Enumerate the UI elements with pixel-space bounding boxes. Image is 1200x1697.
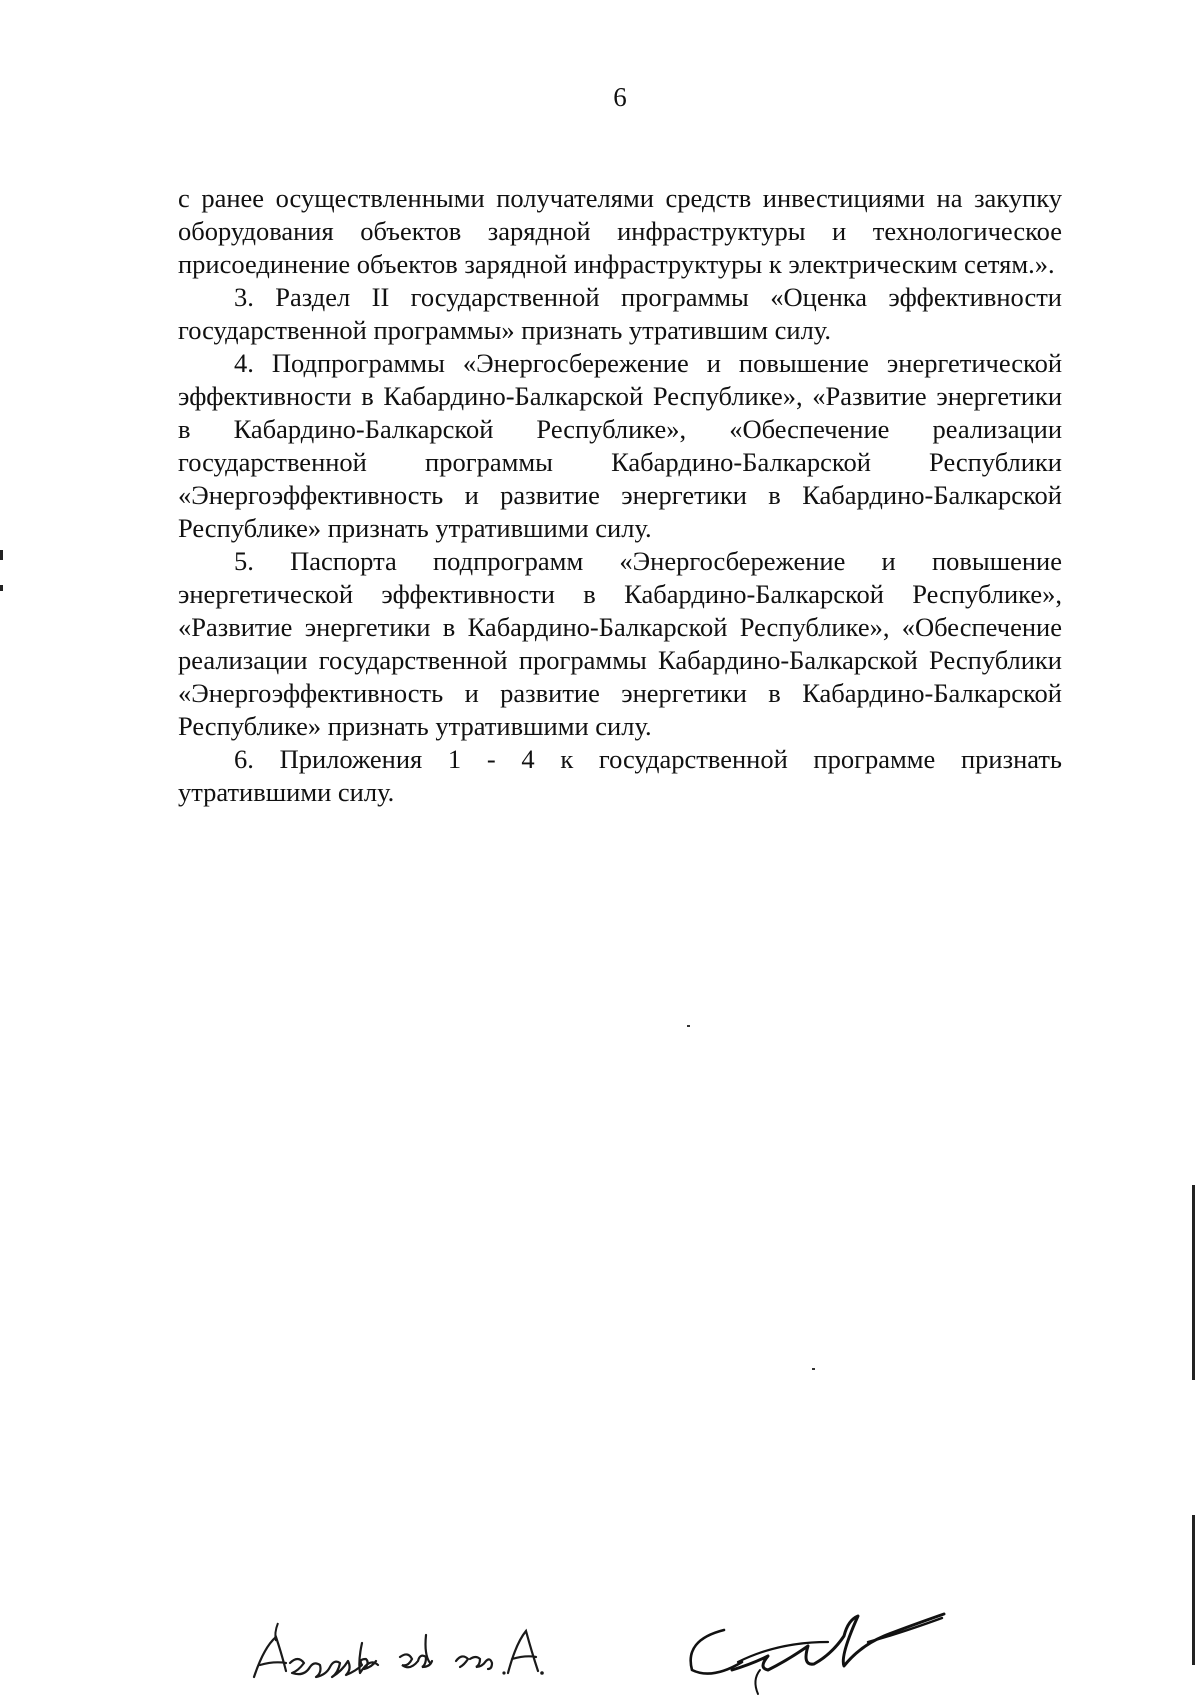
scan-edge-mark — [1192, 1515, 1195, 1665]
paragraph-continuation: с ранее осуществленными получателями средств инвестициями на закупку оборудования объектов зарядной инфраструктуры и технологическое присоединение объектов зарядной инфраструктуры к электрическим сетям.». — [178, 183, 1062, 279]
scan-speck — [812, 1368, 815, 1370]
paragraph-item-3: 3. Раздел II государственной программы «Оценка эффективности государственной программы» признать утратившим силу. — [178, 282, 1062, 345]
handwritten-signature — [668, 1600, 968, 1697]
scan-edge-mark — [1192, 1185, 1195, 1380]
scan-speck — [687, 1025, 690, 1027]
handwritten-name-note — [250, 1615, 580, 1690]
paragraph-item-6: 6. Приложения 1 - 4 к государственной программе признать утратившими силу. — [178, 744, 1062, 807]
scan-edge-mark — [0, 550, 3, 560]
page-number: 6 — [613, 82, 627, 112]
scan-edge-mark — [0, 585, 3, 591]
paragraph-item-4: 4. Подпрограммы «Энергосбережение и повышение энергетической эффективности в Кабардино-Балкарской Республике», «Развитие энергетики в Кабардино-Балкарской Республике», «Обеспечение реализации государственной программы Кабардино-Балкарской Республики «Энергоэффективность и развитие энергетики в Кабардино-Балкарской Республике» признать утратившими силу. — [178, 348, 1062, 543]
document-body — [178, 182, 1062, 809]
paragraph-item-5: 5. Паспорта подпрограмм «Энергосбережение и повышение энергетической эффективности в Кабардино-Балкарской Республике», «Развитие энергетики в Кабардино-Балкарской Республике», «Обеспечение реализации государственной программы Кабардино-Балкарской Республики «Энергоэффективность и развитие энергетики в Кабардино-Балкарской Республике» признать утратившими силу. — [178, 546, 1062, 741]
